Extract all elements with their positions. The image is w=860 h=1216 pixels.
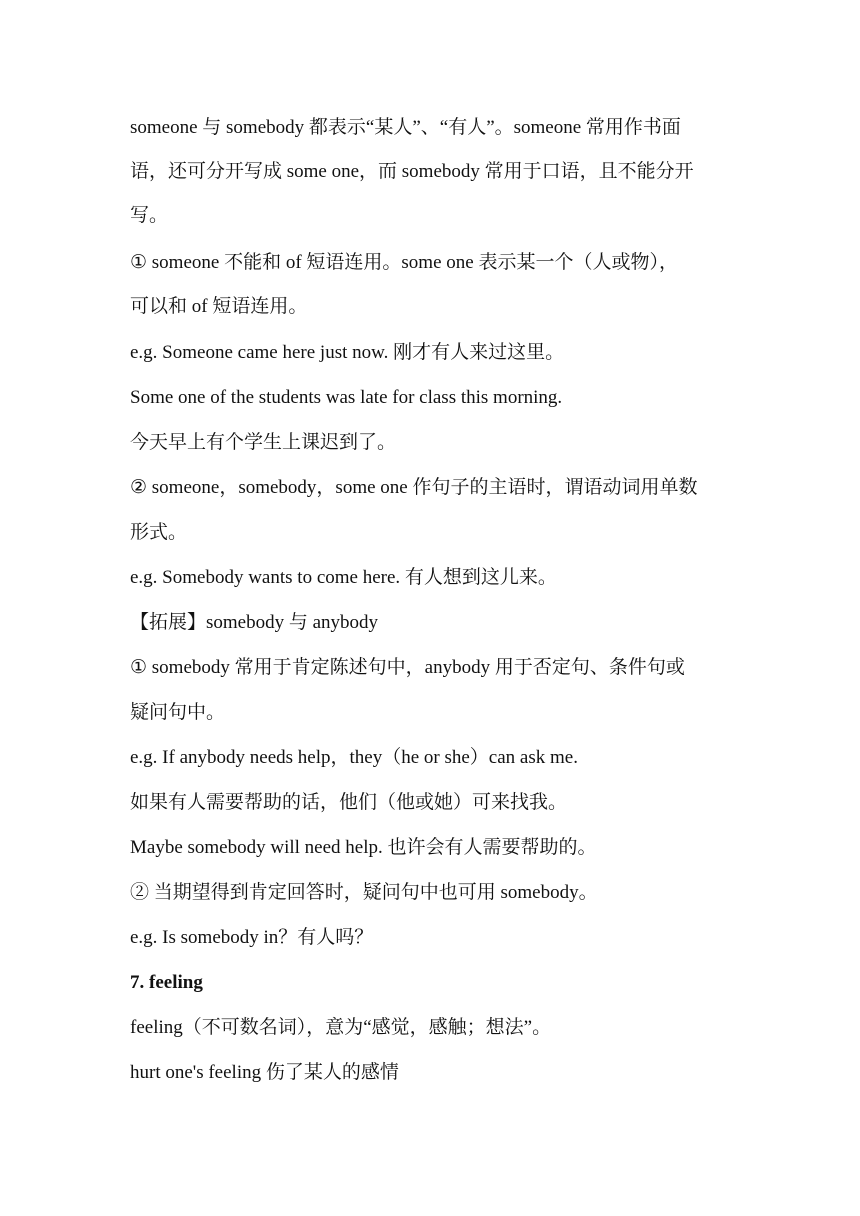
text-line: ② someone，somebody，some one 作句子的主语时，谓语动词用单数 [130, 477, 698, 498]
example-line: e.g. Somebody wants to come here. 有人想到这儿来。 [130, 567, 557, 588]
example-line: e.g. Someone came here just now. 刚才有人来过这里。 [130, 342, 565, 363]
text-line: 可以和 of 短语连用。 [130, 296, 308, 317]
section-title: 7. feeling [130, 972, 203, 993]
text-line: ② 当期望得到肯定回答时，疑问句中也可用 somebody。 [130, 882, 598, 903]
text-line: 语，还可分开写成 some one，而 somebody 常用于口语，且不能分开 [130, 161, 694, 182]
section-heading: 【拓展】somebody 与 anybody [130, 612, 379, 633]
text-line: 形式。 [130, 522, 188, 543]
text-line: ① someone 不能和 of 短语连用。some one 表示某一个（人或物）， [130, 252, 678, 273]
example-line: Maybe somebody will need help. 也许会有人需要帮助的。 [130, 837, 597, 858]
text-line: someone 与 somebody 都表示“某人”、“有人”。someone 常用作书面 [130, 117, 681, 138]
text-line: 疑问句中。 [130, 702, 226, 723]
text-line: ① somebody 常用于肯定陈述句中，anybody 用于否定句、条件句或 [130, 657, 685, 678]
text-line: feeling（不可数名词），意为“感觉，感触；想法”。 [130, 1017, 552, 1038]
text-line: hurt one's feeling 伤了某人的感情 [130, 1062, 399, 1083]
text-line: 写。 [130, 205, 169, 226]
example-line: 如果有人需要帮助的话，他们（他或她）可来找我。 [130, 792, 568, 813]
example-line: Some one of the students was late for class this morning. [130, 387, 563, 408]
example-line: e.g. If anybody needs help，they（he or she）can ask me. [130, 747, 578, 768]
example-line: 今天早上有个学生上课迟到了。 [130, 432, 397, 453]
example-line: e.g. Is somebody in？有人吗？ [130, 927, 374, 948]
